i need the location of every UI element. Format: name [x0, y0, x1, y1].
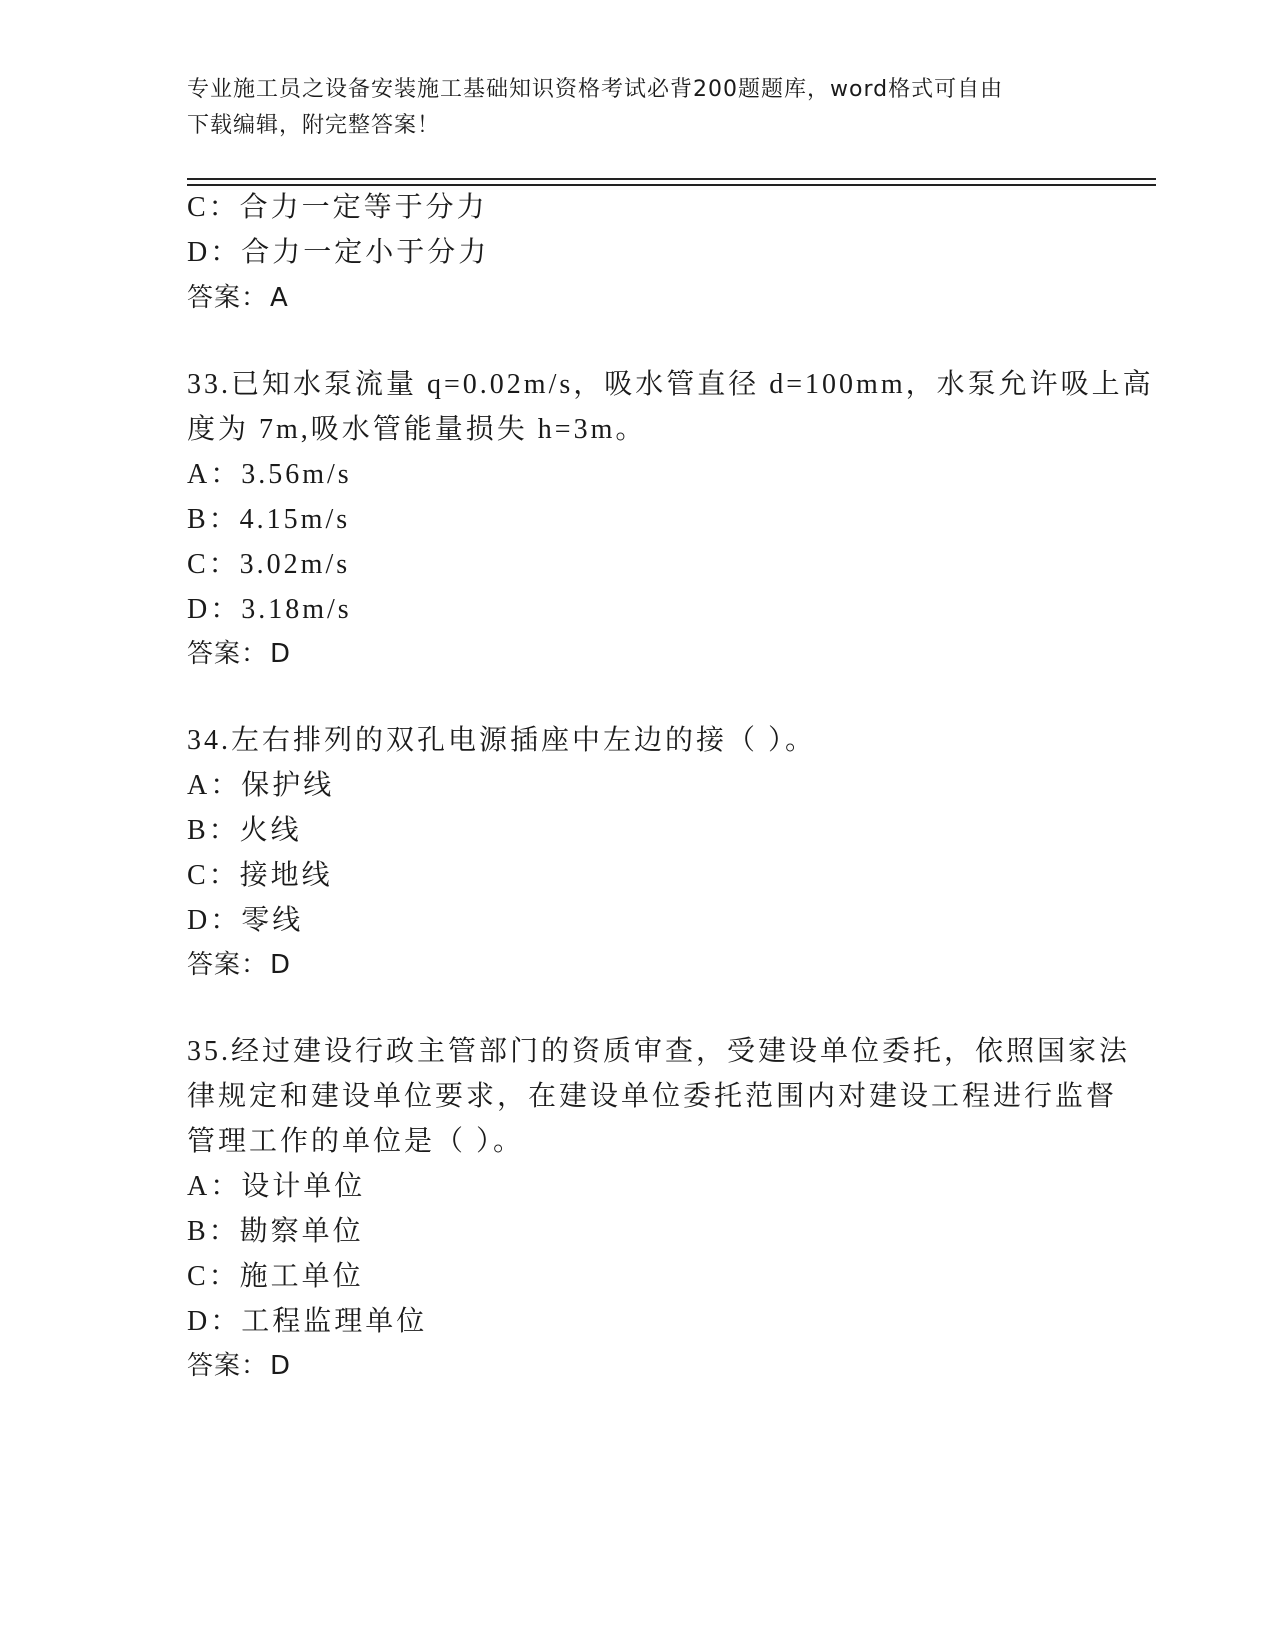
option-b: B：4.15m/s: [187, 504, 351, 535]
option-d: D：工程监理单位: [187, 1306, 428, 1337]
answer-value: D: [270, 950, 292, 980]
answer-value: D: [270, 1351, 292, 1381]
answer-line: [187, 281, 289, 315]
answer-label: 答案：: [187, 950, 269, 980]
header-divider-bottom: [187, 184, 1156, 186]
document-header: [187, 72, 1087, 144]
option-c: C：接地线: [187, 860, 333, 891]
question-text-line: 35.经过建设行政主管部门的资质审查，受建设单位委托，依照国家法: [187, 1036, 1131, 1067]
option-c: C：施工单位: [187, 1261, 364, 1292]
answer-line: [187, 948, 291, 982]
option-c: C：合力一定等于分力: [187, 192, 488, 223]
option-d: D：合力一定小于分力: [187, 237, 490, 268]
answer-label: 答案：: [187, 639, 269, 669]
option-b: B：勘察单位: [187, 1216, 364, 1247]
option-d: D：3.18m/s: [187, 594, 352, 625]
question-text-line: 34.左右排列的双孔电源插座中左边的接（ ）。: [187, 725, 817, 756]
question-text-line: 33.已知水泵流量 q=0.02m/s，吸水管直径 d=100mm，水泵允许吸上高: [187, 369, 1154, 400]
question-text-line: 管理工作的单位是（ ）。: [187, 1126, 525, 1157]
option-a: A：保护线: [187, 770, 335, 801]
question-text-line: 律规定和建设单位要求，在建设单位委托范围内对建设工程进行监督: [187, 1081, 1118, 1112]
header-line-2: 下载编辑，附完整答案！: [187, 113, 441, 138]
question-text-line: 度为 7m,吸水管能量损失 h=3m。: [187, 414, 647, 445]
answer-value: D: [270, 639, 292, 669]
answer-label: 答案：: [187, 1351, 269, 1381]
option-c: C：3.02m/s: [187, 549, 351, 580]
header-line-1: 专业施工员之设备安装施工基础知识资格考试必背200题题库，word格式可自由: [187, 77, 1004, 102]
option-d: D：零线: [187, 905, 304, 936]
answer-value: A: [270, 283, 289, 313]
answer-line: [187, 637, 291, 671]
option-a: A：3.56m/s: [187, 459, 352, 490]
answer-label: 答案：: [187, 283, 269, 313]
option-a: A：设计单位: [187, 1171, 366, 1202]
option-b: B：火线: [187, 815, 302, 846]
answer-line: [187, 1349, 291, 1383]
header-divider-top: [187, 178, 1156, 180]
